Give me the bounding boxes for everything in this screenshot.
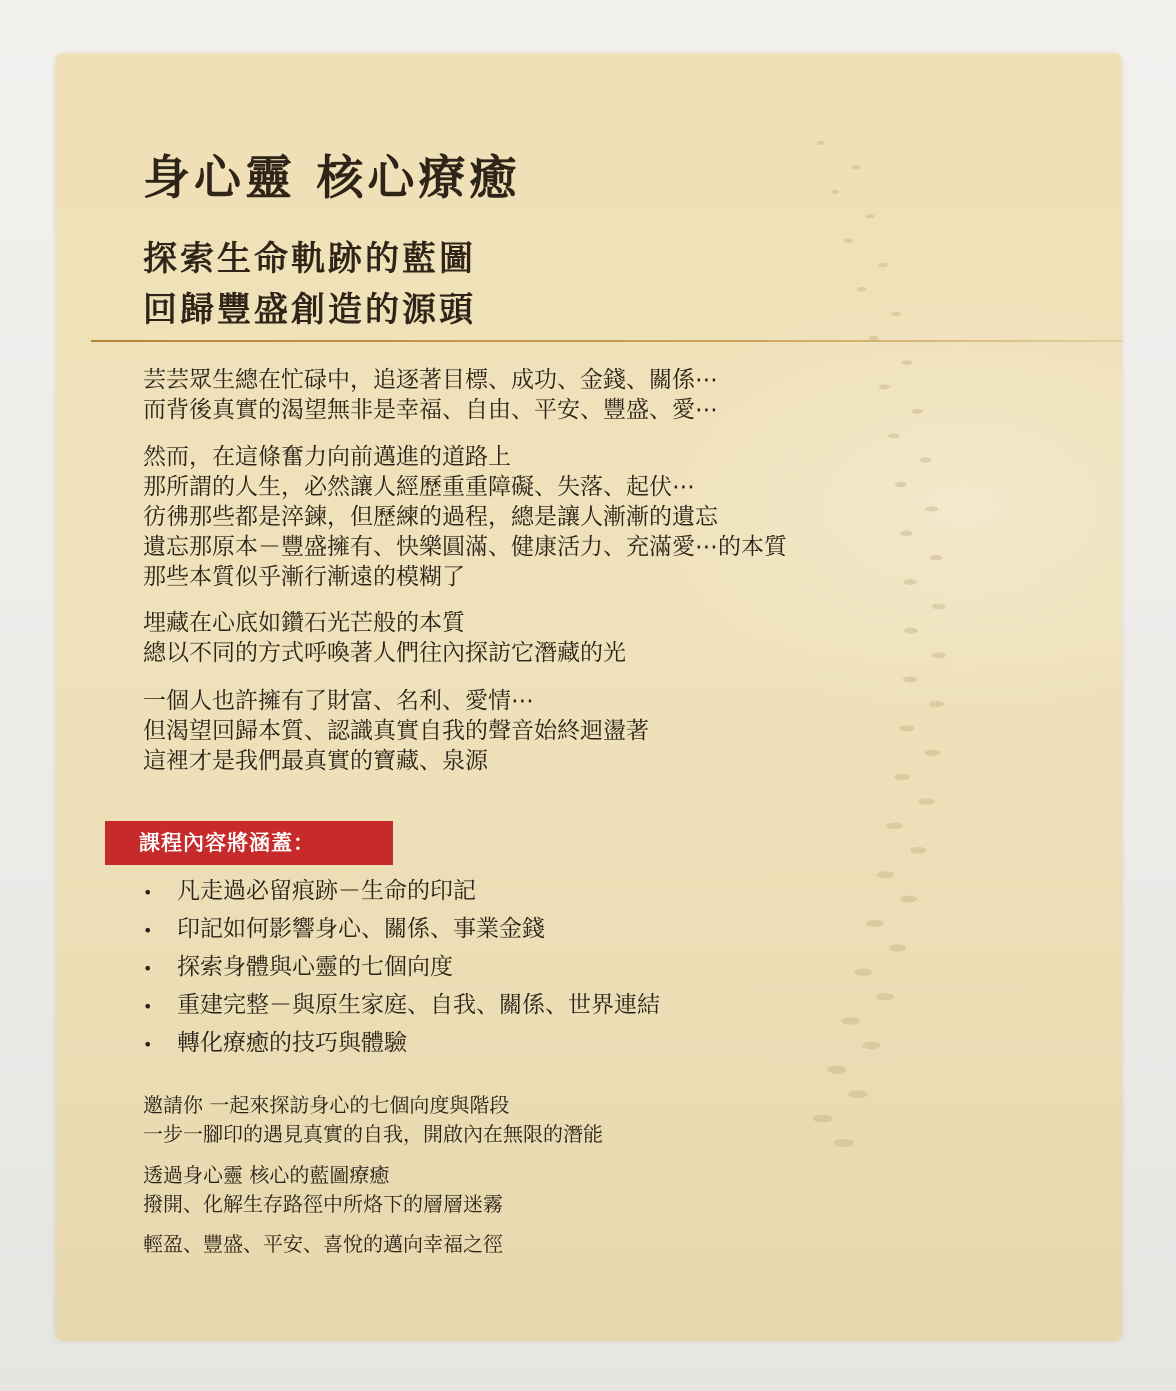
footprint-mark [926,506,938,511]
bullet-icon: • [143,921,153,940]
text-line: 輕盈、豐盛、平安、喜悅的邁向幸福之徑 [143,1232,503,1256]
footprint-mark [862,1042,881,1050]
intro-paragraph-3 [143,608,626,668]
list-item: • 探索身體與心靈的七個向度 [143,949,660,987]
text-line: 一步一腳印的遇見真實的自我，開啟內在無限的潛能 [143,1122,603,1146]
footprint-mark [900,896,917,903]
footprint-mark [854,969,872,976]
text-line: 透過身心靈 核心的藍圖療癒 [143,1163,390,1187]
bullet-icon: • [143,997,153,1016]
list-item: • 凡走過必留痕跡－生命的印記 [143,873,660,911]
list-item: • 印記如何影響身心、關係、事業金錢 [143,911,660,949]
footprint-mark [925,750,940,756]
bullet-icon: • [143,1035,153,1054]
subtitle-line-2: 回歸豐盛創造的源頭 [143,290,476,330]
footprint-mark [834,1139,854,1147]
footprint-mark [903,579,916,585]
footprint-mark [910,847,926,854]
closing-paragraph-1 [143,1091,603,1149]
text-line: 邀請你 一起來探訪身心的七個向度與階段 [143,1093,510,1117]
footprint-mark [813,1115,833,1123]
text-line: 彷彿那些都是淬鍊，但歷練的過程，總是讓人漸漸的遺忘 [143,504,718,530]
text-line: 而背後真實的渴望無非是幸福、自由、平安、豐盛、愛⋯ [143,397,718,423]
footprint-mark [899,725,914,731]
text-line: 但渴望回歸本質、認識真實自我的聲音始終迴盪著 [143,718,649,744]
bullet-icon: • [143,959,153,978]
bullet-icon: • [143,883,153,902]
footprint-mark [903,677,917,683]
intro-paragraph-4 [143,686,649,776]
footprint-mark [831,190,840,194]
footprint-mark [930,555,943,561]
footprint-mark [920,458,932,463]
page-title: 身心靈 核心療癒 [143,151,521,206]
list-item: • 重建完整－與原生家庭、自我、關係、世界連結 [143,987,660,1025]
footprint-mark [877,871,894,878]
footprint-mark [852,165,860,169]
footprint-mark [895,482,907,487]
footprint-mark [857,287,867,292]
footprint-mark [889,944,907,951]
footprint-mark [879,384,890,389]
footprint-mark [841,1017,860,1025]
footprint-mark [844,238,853,242]
text-line: 一個人也許擁有了財富、名利、愛情⋯ [143,688,534,714]
title-divider [91,340,1122,342]
course-items-list [143,873,660,1063]
footprint-mark [912,409,923,414]
footprint-mark [827,1066,846,1074]
intro-paragraph-2 [143,442,787,592]
footprint-mark [848,1090,867,1098]
text-line: 撥開、化解生存路徑中所烙下的層層迷霧 [143,1192,503,1216]
closing-paragraph-3 [143,1230,503,1259]
text-line: 那所謂的人生，必然讓人經歷重重障礙、失落、起伏⋯ [143,474,695,500]
footprint-mark [866,920,883,927]
text-line: 總以不同的方式呼喚著人們往內探訪它潛藏的光 [143,640,626,666]
text-line: 這裡才是我們最真實的寶藏、泉源 [143,748,488,774]
text-line: 芸芸眾生總在忙碌中，追逐著目標、成功、金錢、關係⋯ [143,367,718,393]
footprint-mark [891,311,901,316]
text-line: 然而，在這條奮力向前邁進的道路上 [143,444,511,470]
footprint-mark [918,798,934,805]
content-card [55,53,1122,1341]
footprint-mark [886,823,902,830]
footprint-mark [888,433,900,438]
footprint-mark [932,604,946,610]
footprint-mark [932,652,946,658]
footprint-mark [894,774,910,781]
list-item: • 轉化療癒的技巧與體驗 [143,1025,660,1063]
footprint-mark [879,263,888,267]
course-content-tag: 課程內容將涵蓋： [105,821,393,865]
footprint-mark [866,214,875,218]
footprint-mark [817,141,825,145]
intro-paragraph-1 [143,365,718,425]
footprint-mark [929,701,944,707]
footprint-mark [904,628,918,634]
footprint-mark [902,360,913,365]
text-line: 遺忘那原本－豐盛擁有、快樂圓滿、健康活力、充滿愛⋯的本質 [143,534,787,560]
footprint-mark [900,530,913,536]
text-line: 那些本質似乎漸行漸遠的模糊了 [143,564,465,590]
subtitle-line-1: 探索生命軌跡的藍圖 [143,239,476,279]
text-line: 埋藏在心底如鑽石光芒般的本質 [143,610,465,636]
footprint-mark [876,993,894,1000]
closing-paragraph-2 [143,1161,503,1219]
